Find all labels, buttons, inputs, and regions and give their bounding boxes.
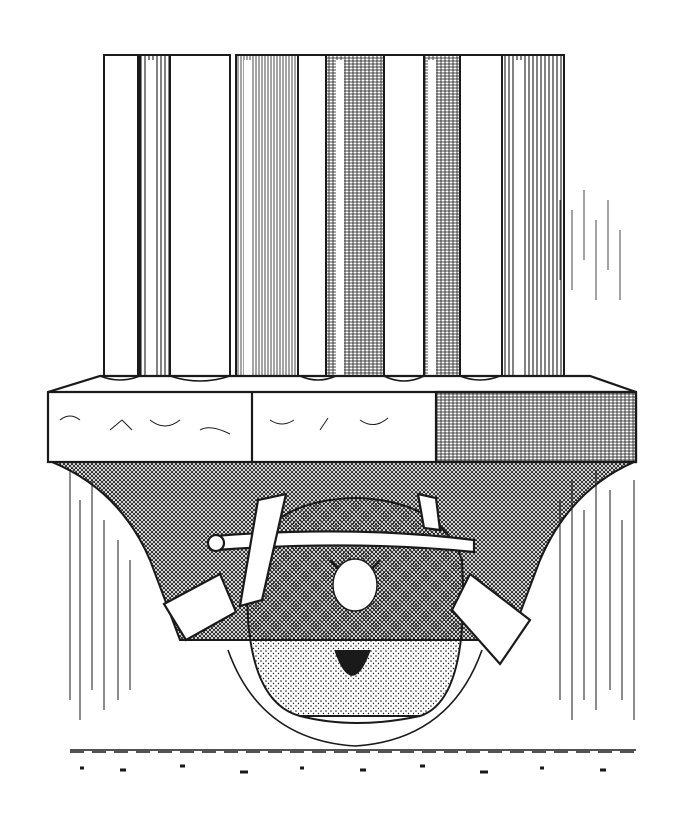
ground-line bbox=[70, 750, 636, 772]
column-shaft bbox=[140, 55, 170, 380]
column-shaft bbox=[170, 55, 230, 380]
column-shaft bbox=[298, 55, 326, 380]
column-shaft bbox=[502, 55, 564, 380]
column-shaft bbox=[326, 55, 384, 380]
column-shafts bbox=[104, 55, 564, 380]
abacus-slab bbox=[48, 376, 636, 462]
column-shaft bbox=[104, 55, 138, 380]
column-shaft bbox=[384, 55, 424, 380]
column-shaft bbox=[460, 55, 502, 380]
